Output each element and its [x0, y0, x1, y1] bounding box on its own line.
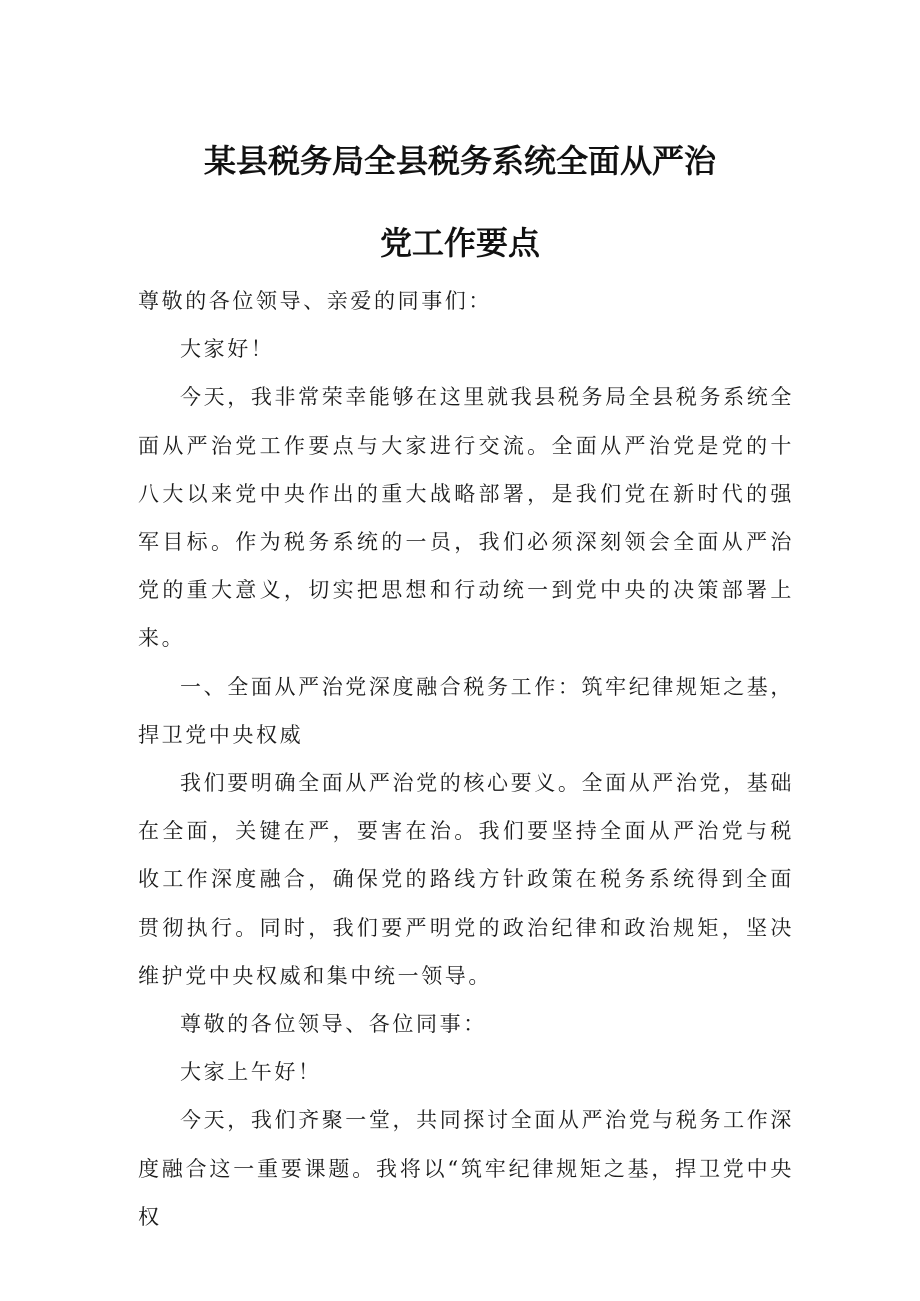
section-heading-1: 一、全面从严治党深度融合税务工作：筑牢纪律规矩之基，捍卫党中央权威: [138, 674, 794, 747]
document-title-line2: 党工作要点: [379, 224, 540, 262]
intro-paragraph: 今天，我非常荣幸能够在这里就我县税务局全县税务系统全面从严治党工作要点与大家进行交流。全面从严治党是党的十八大以来党中央作出的重大战略部署，是我们党在新时代的强军目标。作为税务系统的一员，我们必须深刻领会全面从严治党的重大意义，切实把思想和行动统一到党中央的决策部署上来。: [138, 385, 794, 651]
second-salutation-paragraph: 尊敬的各位领导、各位同事：: [180, 1012, 487, 1037]
closing-paragraph: 今天，我们齐聚一堂，共同探讨全面从严治党与税务工作深度融合这一重要课题。我将以“筑牢纪律规矩之基，捍卫党中央权: [138, 1108, 794, 1229]
document-title-line1: 某县税务局全县税务系统全面从严治: [203, 142, 716, 180]
section-1-paragraph: 我们要明确全面从严治党的核心要义。全面从严治党，基础在全面，关键在严，要害在治。我们要坚持全面从严治党与税收工作深度融合，确保党的路线方针政策在税务系统得到全面贯彻执行。同时，我们要严明党的政治纪律和政治规矩，坚决维护党中央权威和集中统一领导。: [138, 771, 794, 988]
greeting-paragraph: 大家好！: [180, 337, 275, 362]
second-greeting-paragraph: 大家上午好！: [180, 1060, 322, 1085]
salutation-paragraph: 尊敬的各位领导、亲爱的同事们：: [138, 289, 492, 313]
document-body: [138, 277, 794, 1241]
